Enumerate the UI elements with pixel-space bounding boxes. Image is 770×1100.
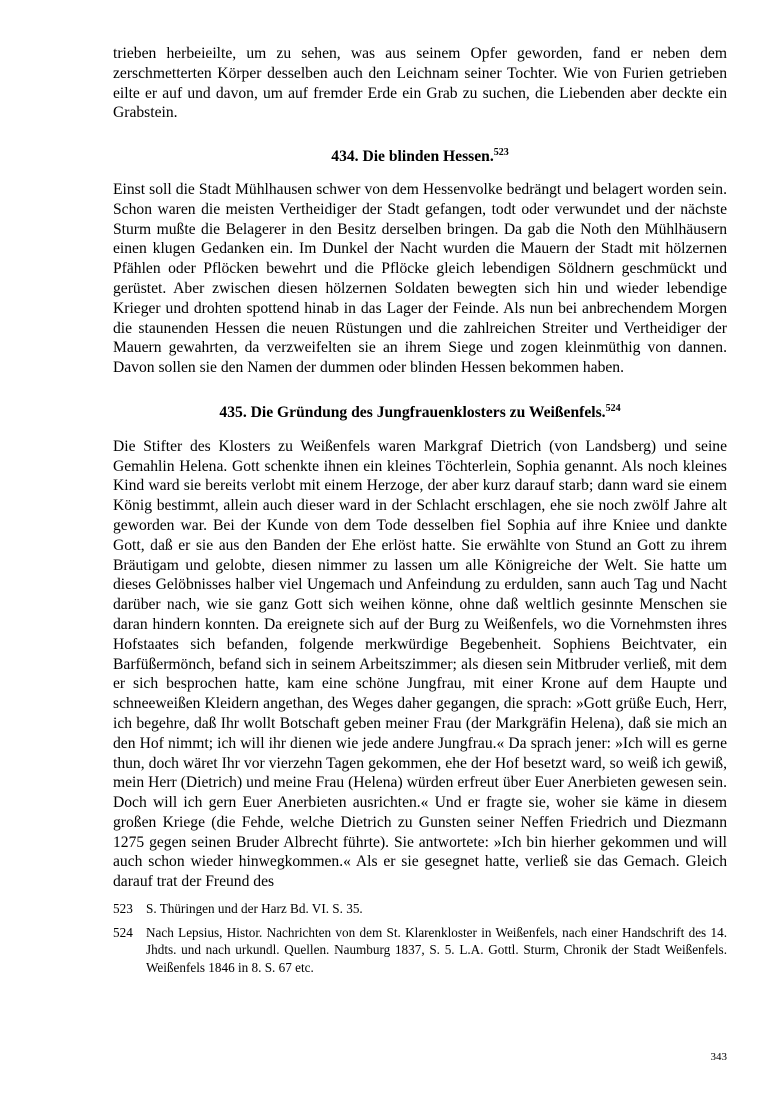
heading-434-text: 434. Die blinden Hessen.: [331, 148, 494, 166]
paragraph-continuation: trieben herbeieilte, um zu sehen, was aus seinem Opfer geworden, fand er neben dem zerschmetterten Körper desselben auch den Leichnam seiner Tochter. Wie von Furien getrieben eilte er auf und davon, um auf fremder Erde ein Grab zu suchen, die Liebenden aber deckte ein Grabstein.: [113, 45, 727, 122]
heading-434: [113, 147, 727, 167]
footnote-text: Nach Lepsius, Histor. Nachrichten von dem St. Klarenkloster in Weißenfels, nach einer Handschrift des 14. Jhdts. und nach urkundl. Quellen. Naumburg 1837, S. 5. L.A. Gottl. Sturm, Chronik der Stadt Weißenfels. Weißenfels 1846 in 8. S. 67 etc.: [146, 924, 727, 975]
heading-435-text: 435. Die Gründung des Jungfrauenklosters zu Weißenfels.: [219, 403, 606, 421]
footnote-number: 523: [113, 901, 133, 917]
page-content: [113, 44, 727, 982]
footnotes: [113, 900, 727, 976]
footnote-523: [113, 900, 727, 918]
footnote-number: 524: [113, 924, 133, 940]
footnote-524: [113, 924, 727, 977]
footnote-ref-524[interactable]: 524: [605, 402, 621, 414]
footnote-text: S. Thüringen und der Harz Bd. VI. S. 35.: [146, 901, 363, 917]
page-number: 343: [710, 1051, 727, 1063]
paragraph-blinden-hessen: Einst soll die Stadt Mühlhausen schwer von dem Hessenvolke bedrängt und belagert worden sein. Schon waren die meisten Vertheidiger der Stadt gefangen, todt oder verwundet und der nächste Sturm mußte die Belagerer in den Besitz derselben bringen. Da gab die Noth den Mühlhäusern einen klugen Gedanken ein. Im Dunkel der Nacht wurden die Mauern der Stadt mit hölzernen Pfählen oder Pflöcken bewehrt und die Pflöcke gleich lebendigen Söldnern geschmückt und gerüstet. Aber zwischen diesen hölzernen Soldaten bewegten sich hin und wieder lebendige Krieger und drohten spottend hinab in das Lager der Feinde. Als nun bei anbrechendem Morgen die staunenden Hessen die neuen Rüstungen und die zahlreichen Streiter und Vertheidiger der Mauern gewahrten, da verzweifelten sie an ihrem Siege und zogen kleinmüthig von dannen. Davon sollen sie den Namen der dummen oder blinden Hessen bekommen haben.: [113, 180, 727, 377]
paragraph-jungfrauenkloster: Die Stifter des Klosters zu Weißenfels waren Markgraf Dietrich (von Landsberg) und seine Gemahlin Helena. Gott schenkte ihnen ein kleines Töchterlein, Sophia genannt. Als noch kleines Kind ward sie bereits verlobt mit einem Herzoge, der aber kurz darauf starb; dann ward sie einem König bestimmt, allein auch dieser ward in der Schlacht erschlagen, ehe sie noch zwölf Jahre alt geworden war. Bei der Kunde von dem Tode desselben fiel Sophia auf ihre Kniee und dankte Gott, daß er sie aus den Banden der Ehe erlöst hatte. Sie erwählte von Stund an Gott zu ihrem Bräutigam und gelobte, diesen nimmer zu lassen um alle Königreiche der Welt. Sie hatte um dieses Gelöbnisses halber viel Ungemach und Anfeindung zu erdulden, sann auch Tag und Nacht darüber nach, wie sie ganz Gott sich weihen könne, ohne daß weltlich gesinnte Menschen sie daran hindern konnten. Da ereignete sich auf der Burg zu Weißenfels, wo die Vornehmsten ihres Hofstaates sich befanden, folgende merkwürdige Begebenheit. Sophiens Beichtvater, ein Barfüßermönch, befand sich in seinem Arbeitszimmer; als diesen sein Mitbruder verließ, mit dem er sich besprochen hatte, kam eine schöne Jungfrau, mit einer Krone auf dem Haupte und schneeweißen Kleidern angethan, des Weges daher gegangen, die sprach: »Gott grüße Euch, Herr, ich begehre, daß Ihr wollt Botschaft geben meiner Frau (der Markgräfin Helena), daß sie mich an den Hof nimmt; ich will ihr dienen wie jede andere Jungfrau.« Da sprach jener: »Ich will es gerne thun, doch wäret Ihr vor vierzehn Tagen gekommen, ehe der Hof besetzt ward, so weiß ich gewiß, mein Herr (Dietrich) und meine Frau (Helena) würden erfreut über Euer Anerbieten gewesen sein. Doch will ich gern Euer Anerbieten ausrichten.« Und er fragte sie, woher sie käme in diesem großen Kriege (die Fehde, welche Dietrich zu Gunsten seiner Neffen Friedrich und Diezmann 1275 gegen seinen Bruder Albrecht führte). Sie antwortete: »Ich bin hierher gekommen und will auch schon wieder hinwegkommen.« Als er sie gesegnet hatte, verließ sie das Gemach. Gleich darauf trat der Freund des: [113, 437, 727, 891]
footnote-ref-523[interactable]: 523: [493, 147, 509, 158]
heading-435: [113, 403, 727, 423]
